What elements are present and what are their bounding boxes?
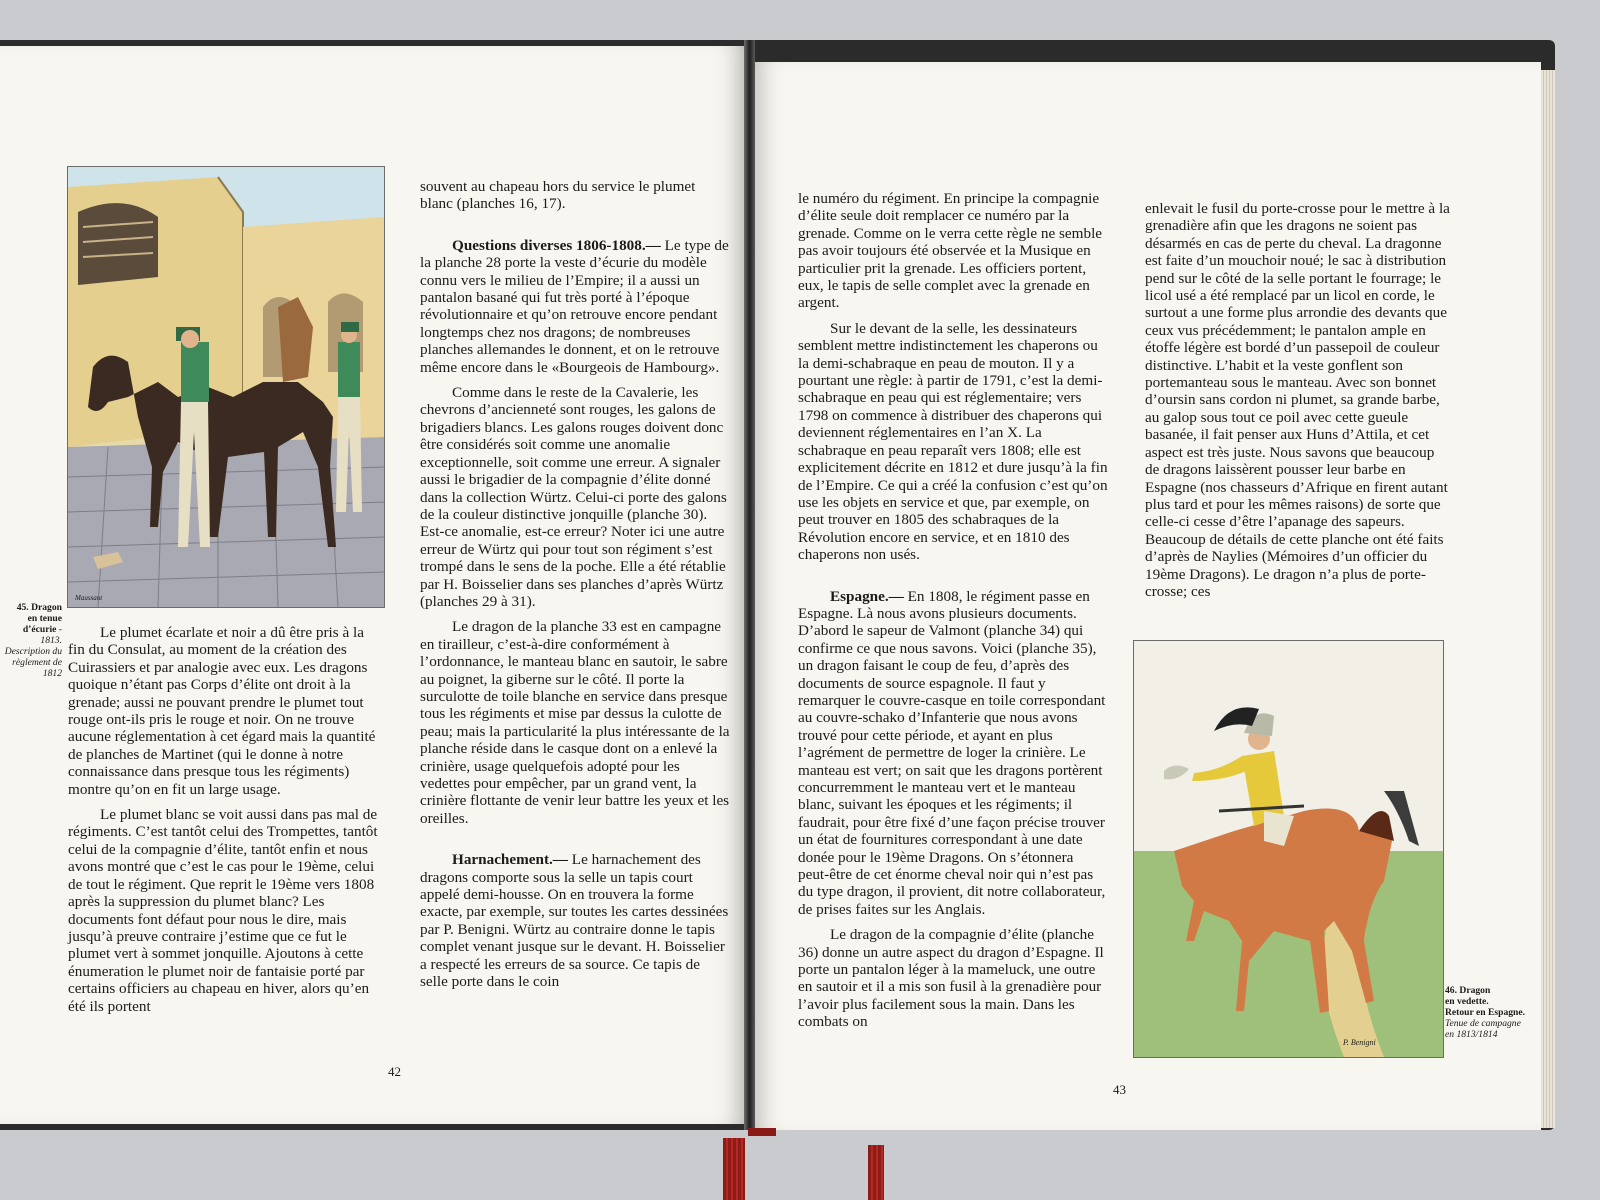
paragraph: enlevait le fusil du porte-crosse pour le mettre à la grenadière afin que les dragons ne soient pas désarmés en cas de perte du cheval. La dragonne est faite d’un mouchoir noué; le sac à distribution pend sur le côté de la selle portant le fourrage; le licol usé a été remplacé par un licol en corde, le surtout a une forme plus arrondie des devants que ceux vus précédemment; le pantalon ample en étoffe légère est bordé d’un passepoil de couleur distinctive. L’habit et la veste gonflent son portemanteau sous le manteau. Avec son bonnet d’oursin sans cordon ni plumet, sa grande barbe, au galop sous tout ce poil avec cette gueule basanée, il fait penser aux Huns d’Attila, et cet aspect est très juste. Nous savons que beaucoup de dragons laissèrent pousser leur barbe en Espagne (nos chasseurs d’Afrique en firent autant plus tard et pour les mêmes raisons) de sorte que celle-ci cesse d’être l’apanage des sapeurs. Beaucoup de détails de cette planche ont été faits d’après de Naylies (Mémoires d’un officier du 19ème Dragons). Le dragon n’a plus de porte-crosse; ces	[1145, 200, 1450, 600]
paragraph: Le plumet écarlate et noir a dû être pris à la fin du Consulat, au moment de la création des Cuirassiers et par analogie avec eux. Les dragons quoique n’étant pas Corps d’élite ont droit à la grenade; aussi ne pouvant prendre le plumet tout rouge ont-ils pris le rouge et noir. On ne trouve aucune réglementation à cet égard mais la quantité de planches de Martinet (qui le donne à notre connaissance dans presque tous les régiments) montre qu’on en fit un large usage.	[68, 624, 376, 798]
right-column-1	[798, 190, 1108, 1039]
caption-45-date: - 1813.	[40, 624, 62, 646]
paragraph: En 1808, le régiment passe en Espagne. Là nous avons plusieurs documents. D’abord le sapeur de Valmont (planche 34) qui confirme ce que nous savons. Voici (planche 35), un dragon faisant le coup de feu, d’après des documents de source espagnole. Il faut y remarquer le couvre-casque en toile correspondant au couvre-schako d’Infanterie que nous avons trouvé pour cette période, et ayant en plus l’agrément de permettre de loger la crinière. Le manteau est vert; on sait que les dragons portèrent concurremment le manteau vert et le manteau blanc, suivant les époques et les régiments; il faudrait, pour être fixé d’une façon précise trouver un état de fournitures correspondant à une date donée pour le 19ème Dragons. On s’étonnera peut-être de cet énorme cheval noir qui n’est pas du type dragon, il provient, dit notre collaborateur, de prises faites sur les Anglais.	[798, 587, 1106, 918]
caption-46-desc-1: Tenue de campagne	[1445, 1018, 1521, 1029]
caption-45	[0, 602, 62, 679]
section-harnachement	[420, 851, 730, 990]
stable-scene-image	[68, 167, 384, 607]
caption-46-title-2: en vedette.	[1445, 996, 1489, 1007]
caption-46-desc-2: en 1813/1814	[1445, 1029, 1498, 1040]
paragraph: Le dragon de la planche 33 est en campagne en tirailleur, c’est-à-dire conformément à l’ordonnance, le manteau blanc en sautoir, le sabre au poignet, la giberne sur le côté. Il porte la surculotte de toile blanche en service dans presque tous les régiments et mise par dessus la culotte de peau; mais la particularité la plus intéressante de la planche réside dans le casque dont on a enlevé la crinière, usage quelquefois adopté pour les vedettes pour empêcher, par un grand vent, la crinière flottante de venir leur battre les yeux et les oreilles.	[420, 618, 730, 827]
dragoon-rider-image	[1134, 641, 1443, 1057]
plate-45-signature: Maussant	[75, 594, 103, 602]
paragraph: souvent au chapeau hors du service le plumet blanc (planches 16, 17).	[420, 178, 696, 213]
ribbon-top	[748, 1128, 776, 1136]
caption-45-desc-2: règlement de 1812	[12, 657, 62, 679]
page-number-right: 43	[1113, 1082, 1126, 1097]
book-spine	[744, 40, 755, 1130]
caption-45-title-2: en tenue	[27, 613, 62, 624]
caption-46-title-1: 46. Dragon	[1445, 985, 1491, 996]
caption-46-title-3: Retour en Espagne.	[1445, 1007, 1526, 1018]
paragraph: le numéro du régiment. En principe la compagnie d’élite seule doit remplacer ce numéro par la grenade. Comme on le verra cette règle ne semble pas avoir toujours été observée et la Musique en particulier prit la grenade. Les officiers portent, eux, le tapis de selle complet avec la grenade en argent.	[798, 190, 1103, 312]
caption-46	[1445, 985, 1541, 1040]
plate-46-illustration	[1133, 640, 1444, 1058]
heading-questions: Questions diverses 1806-1808.—	[452, 236, 661, 254]
section-espagne	[798, 588, 1108, 919]
plate-46-signature: P. Benigni	[1343, 1038, 1376, 1047]
heading-espagne: Espagne.—	[830, 587, 904, 605]
caption-45-title-3: d’écurie	[22, 624, 57, 635]
ribbon-bookmark	[723, 1138, 745, 1200]
caption-45-desc-1: Description du	[4, 646, 62, 657]
paragraph: Sur le devant de la selle, les dessinateurs semblent mettre indistinctement les chaperons ou la demi-schabraque en peau de mouton. Il y a pourtant une règle: à partir de 1791, c’est la demi-schabraque en peau qui est réglementaire; vers 1798 on commence à distribuer des chaperons qui deviennent réglementaires en l’an X. La schabraque en peau reparaît vers 1808; elle est explicitement décrite en 1812 et dure jusqu’à la fin de l’Empire. Ce qui a créé la confusion c’est qu’on use les objets en service et que, par exemple, on peut trouver en 1805 des schabraques de la Révolution encore en service, et en 1810 des chaperons non usés.	[798, 319, 1108, 564]
right-page	[753, 62, 1541, 1130]
left-column-1	[68, 624, 378, 1023]
left-page	[0, 46, 746, 1124]
paragraph: Le harnachement des dragons comporte sous la selle un tapis court appelé demi-housse. On en trouvera la forme exacte, par exemple, sur toutes les cartes dessinées par P. Benigni. Würtz au contraire donne le tapis complet venant jusque sur le devant. H. Boisselier a respecté les erreurs de sa source. Ce tapis de selle porte dans le coin	[420, 851, 729, 991]
paragraph: Le type de la planche 28 porte la veste d’écurie du modèle connu vers le milieu de l’Empire; il a aussi un pantalon basané qui fut très porté à l’époque révolutionnaire et qu’on retrouve encore pendant longtemps chez nos dragons; de nombreuses planches allemandes le donnent, et on le retrouve même encore dans le «Bourgeois de Hambourg».	[420, 236, 729, 376]
page-number-left: 42	[388, 1064, 401, 1079]
section-questions	[420, 237, 730, 376]
paragraph: Le dragon de la compagnie d’élite (planche 36) donne un autre aspect du dragon d’Espagne. Il porte un pantalon léger à la mameluck, une outre en sautoir et il a mis son fusil à la grenadière pour l’avoir plus facilement sous la main. Dans les combats on	[798, 926, 1104, 1031]
page-edges	[1541, 70, 1555, 1128]
ribbon-bookmark-2	[868, 1145, 884, 1200]
paragraph: Comme dans le reste de la Cavalerie, les chevrons d’ancienneté sont rouges, les galons de brigadiers blancs. Les galons rouges doivent donc être considérés soit comme une anomalie exceptionnelle, soit comme une erreur. A signaler aussi le brigadier de la compagnie d’élite donné dans la collection Würtz. Celui-ci porte des galons de la couleur distinctive jonquille (planche 30). Est-ce anomalie, est-ce erreur? Noter ici une autre erreur de Würtz qui pour tout son régiment s’est trompé dans le sens de la poche. Elle a été rétablie par H. Boisselier dans ses planches d’après Würtz (planches 29 à 31).	[420, 384, 727, 610]
right-column-2	[1145, 200, 1450, 608]
left-column-2	[420, 178, 730, 998]
caption-45-title-1: 45. Dragon	[16, 602, 62, 613]
heading-harnachement: Harnachement.—	[452, 851, 568, 869]
paragraph: Le plumet blanc se voit aussi dans pas mal de régiments. C’est tantôt celui des Trompettes, tantôt celui de la compagnie d’élite, tantôt enfin et nous avons montré que c’est le cas pour le 19ème, celui de tout le régiment. Que reprit le 19ème vers 1808 après la suppression du plumet blanc? Les documents font défaut pour nous le dire, mais jusqu’à preuve contraire j’estime que ce fut le plumet vert à sommet jonquille. Ajoutons à cette énumeration le plumet noir de fantaisie porté par certains officiers au chapeau en hiver, alors qu’en été ils portent	[68, 806, 378, 1015]
plate-45-illustration	[67, 166, 385, 608]
